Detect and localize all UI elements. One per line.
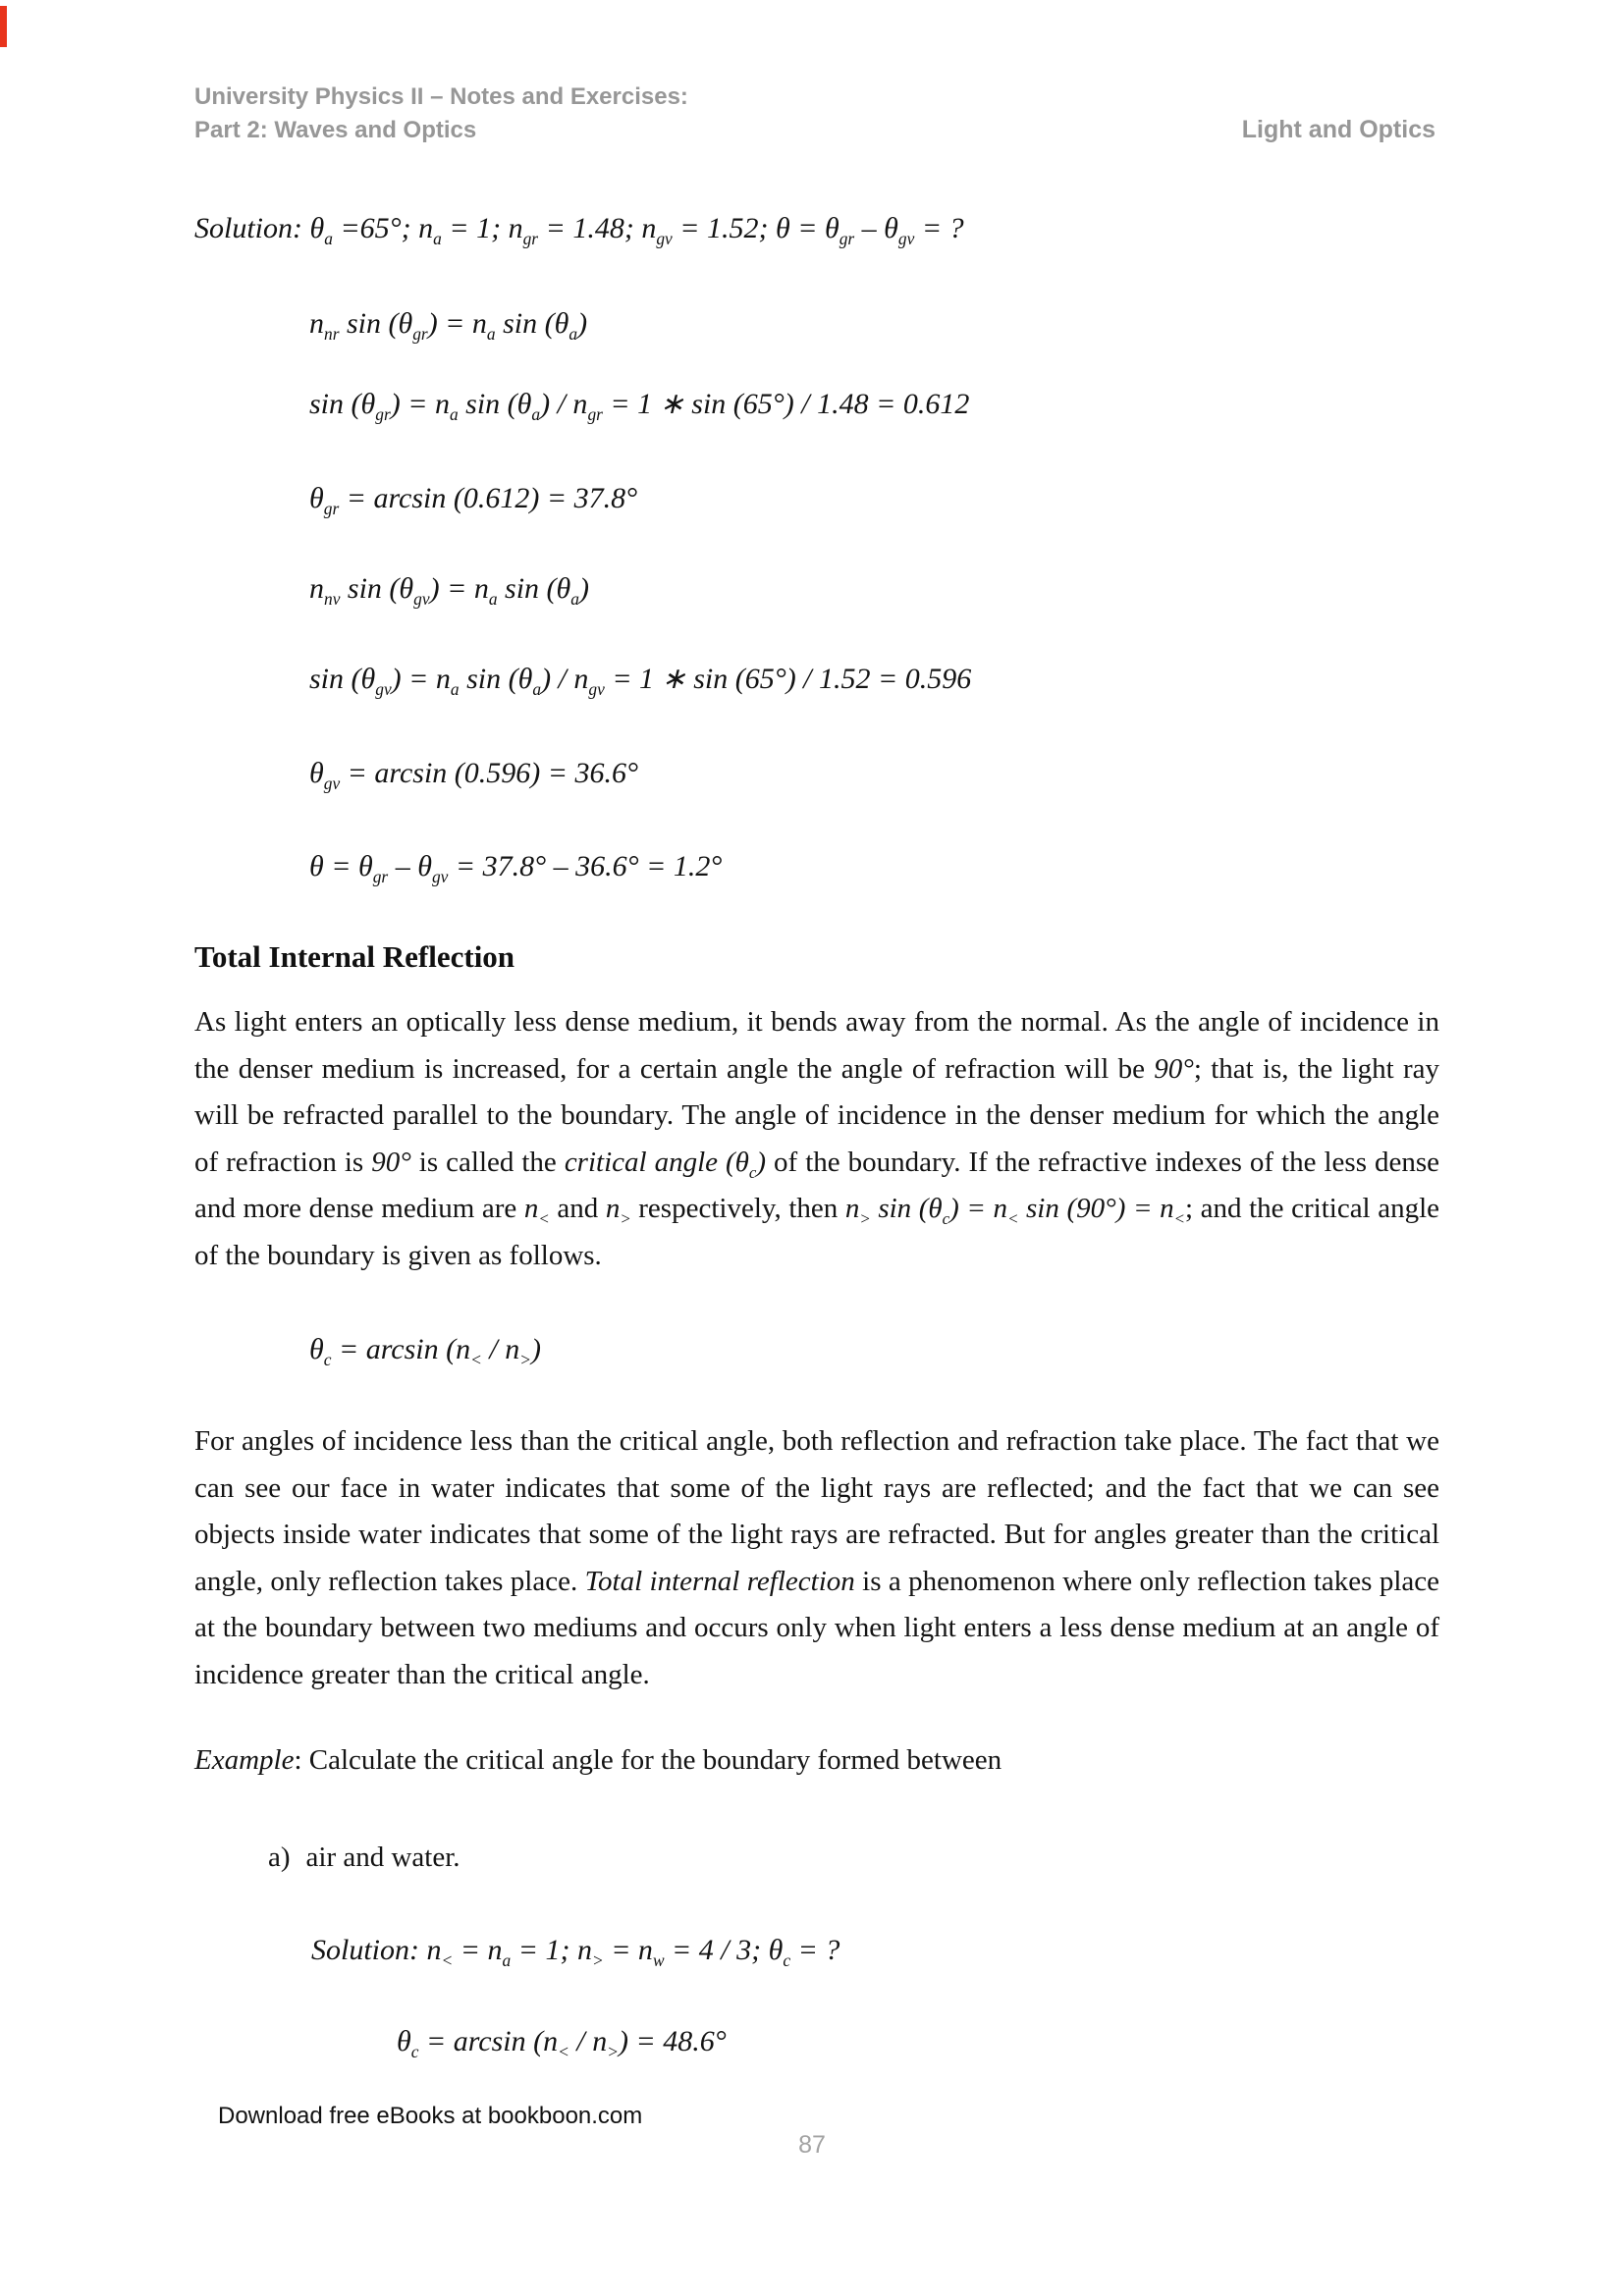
list-item-text: air and water.: [305, 1842, 460, 1873]
header-left: [194, 80, 688, 147]
paragraph-total-internal-reflection-2: For angles of incidence less than the critical angle, both reflection and refraction take place. The fact that we can see our face in water indicates that some of the light rays are reflected; and the fact that we can see objects inside water indicates that some of the light rays are refracted. But for angles greater than the critical angle, only reflection takes place. Total internal reflection is a phenomenon where only reflection takes place at the boundary between two mediums and occurs only when light enters a less dense medium at an angle of incidence greater than the critical angle.: [194, 1425, 1439, 1690]
solution-statement: Solution: $\theta_a =65^\circ$; $n_a = 1$; $n_{gr} = 1.48$; $n_{gv} = 1.52$; $\theta = \theta_{gr} - \theta_{gv}$ = ?: [194, 212, 964, 249]
equation-line-7: $\theta = \theta_{gr} - \theta_{gv} = 37.8^\circ - 36.6^\circ = 1.2^\circ$: [309, 850, 723, 887]
example-a-solution: Solution: $n_< = n_a = 1$; $n_> = n_w = 4 / 3$; $\theta_c$ = ?: [311, 1934, 840, 1971]
equation-line-5: $\sin (\theta_{gv}) = n_a$ $\sin (\theta_a) / n_{gv} = 1$ ∗ sin (65°) / 1.52 = 0.596: [309, 663, 972, 700]
list-item-a: [268, 1839, 460, 1876]
critical-angle-equation: $\theta_c = \arcsin (n_< / n_>)$: [309, 1333, 541, 1370]
equation-line-1: $n_{nr}$ $\sin (\theta_{gr}) = n_a$ $\sin (\theta_a)$: [309, 307, 588, 345]
example-statement: Example: Calculate the critical angle for the boundary formed between: [194, 1744, 1002, 1776]
equation-line-6: $\theta_{gv} = \arcsin (0.596) = 36.6^\circ$: [309, 757, 639, 794]
page-edge-accent-mark: [0, 6, 7, 47]
page-number: 87: [798, 2131, 826, 2159]
header-part-title: Part 2: Waves and Optics: [194, 117, 477, 143]
equation-line-2: $\sin (\theta_{gr}) = n_a$ $\sin (\theta_a) / n_{gr} = 1$ ∗ sin (65°) / 1.48 = 0.612: [309, 388, 970, 425]
section-heading: Total Internal Reflection: [194, 939, 515, 974]
header-book-title: University Physics II – Notes and Exercises:: [194, 83, 688, 110]
footer-download-link[interactable]: Download free eBooks at bookboon.com: [218, 2103, 643, 2129]
equation-line-3: $\theta_{gr} = \arcsin (0.612) = 37.8^\circ$: [309, 482, 638, 519]
list-item-label: a): [268, 1842, 291, 1873]
paragraph-total-internal-reflection-1: As light enters an optically less dense medium, it bends away from the normal. As the angle of incidence in the denser medium is increased, for a certain angle the angle of refraction will be 90°; that is, the light ray will be refracted parallel to the boundary. The angle of incidence in the denser medium for which the angle of refraction is 90° is called the critical angle $(\theta_c)$ of the boundary. If the refractive indexes of the less dense and more dense medium are $n_<$ and $n_>$ respectively, then $n_>$ $\sin (\theta_c) = n_<$ $\sin (90^\circ) = n_<$; and the critical angle of the boundary is given as follows.: [194, 1006, 1440, 1271]
header-chapter-title: Light and Optics: [1241, 116, 1435, 143]
example-a-result: $\theta_c = \arcsin (n_< / n_>) = 48.6^\circ$: [397, 2025, 727, 2062]
equation-line-4: $n_{nv}$ $\sin (\theta_{gv}) = n_a$ $\sin (\theta_a)$: [309, 572, 589, 610]
